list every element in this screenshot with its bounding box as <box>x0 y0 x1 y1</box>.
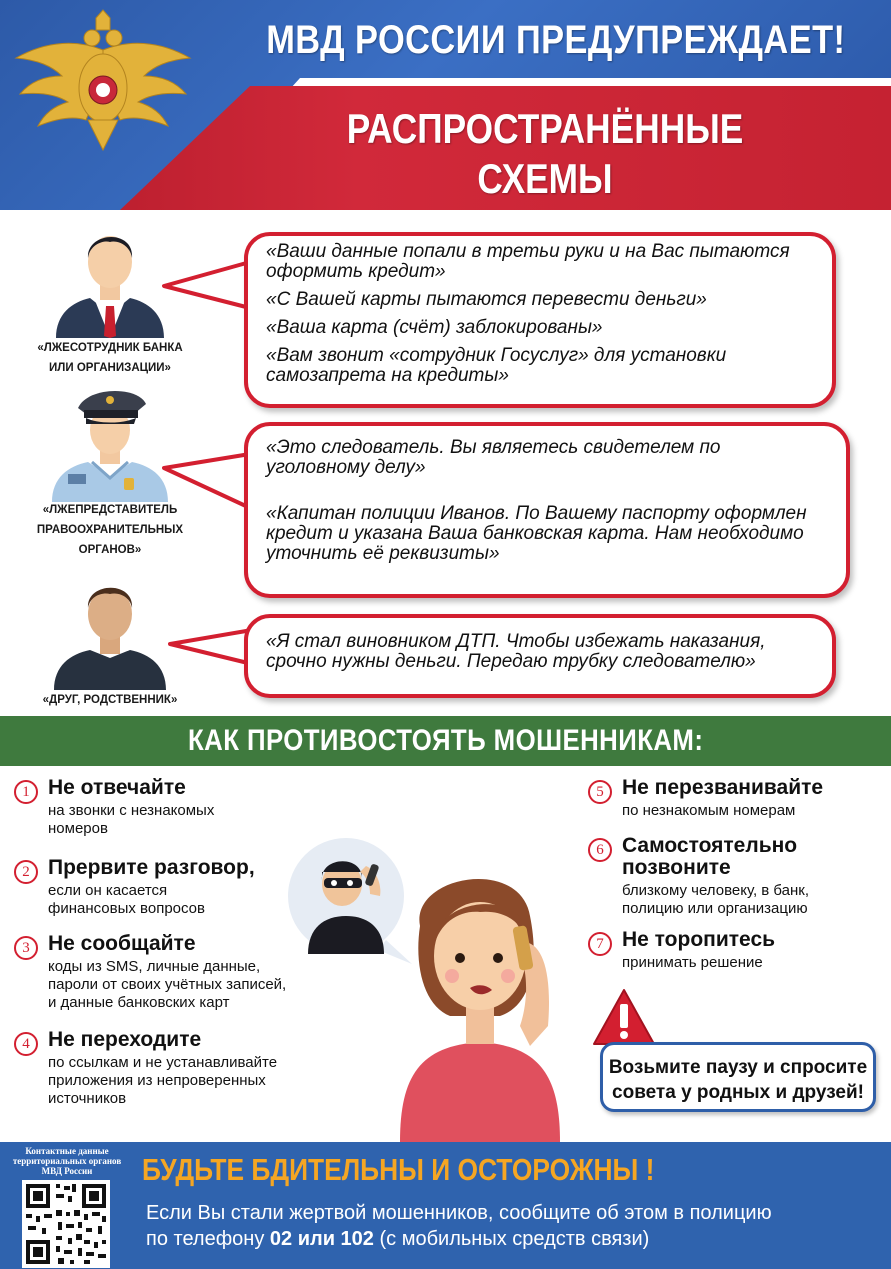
speech-bubble-friend <box>244 614 836 698</box>
tip-title: Не отвечайте <box>48 776 186 799</box>
tip-text: близкому человеку, в банк, полицию или организацию <box>622 882 810 917</box>
warning-text: Возьмите паузу и спросите совета у родных и друзей! <box>608 1057 868 1103</box>
footer-title: БУДЬТЕ БДИТЕЛЬНЫ И ОСТОРОЖНЫ ! <box>142 1152 655 1187</box>
friend-relative-label: «ДРУГ, РОДСТВЕННИК» <box>42 694 178 706</box>
tip-text: по незнакомым номерам <box>622 802 796 819</box>
header-banner <box>0 0 891 210</box>
tip-title: Не переходите <box>48 1028 202 1051</box>
tip-number: 7 <box>588 932 612 956</box>
tip-title: Не сообщайте <box>48 932 196 955</box>
tip-title: Самостоятельно <box>622 834 798 857</box>
tip-title-2: позвоните <box>622 856 731 879</box>
fraud-schemes-section <box>0 210 891 715</box>
police-officer-icon <box>48 378 172 502</box>
subtitle-line-1: РАСПРОСТРАНЁННЫЕ СХЕМЫ <box>346 105 744 202</box>
footer-banner <box>0 1142 891 1269</box>
bank-employee-label: «ЛЖЕСОТРУДНИК БАНКА ИЛИ ОРГАНИЗАЦИИ» <box>37 342 183 374</box>
tip-number: 3 <box>14 936 38 960</box>
contacts-caption: Контактные данные территориальных органов МВД России <box>12 1146 122 1176</box>
quote: «С Вашей карты пытаются перевести деньги» <box>266 289 707 310</box>
quote: «Капитан полиции Иванов. По Вашему паспорту оформлен кредит и указана Ваша банковская карта. Нам необходимо уточнить её реквизиты» <box>266 503 807 564</box>
tip-number: 6 <box>588 838 612 862</box>
woman-on-phone-illustration-icon <box>380 846 580 1142</box>
quote: «Это следователь. Вы являетесь свидетелем по уголовному делу» <box>266 437 721 478</box>
footer-text: Если Вы стали жертвой мошенников, сообщите об этом в полицию по телефону 02 или 102 (с мобильных средств связи) <box>146 1202 772 1250</box>
page-title: МВД РОССИИ ПРЕДУПРЕЖДАЕТ! <box>266 18 846 62</box>
tip-7 <box>588 928 888 978</box>
speech-bubble-police <box>244 422 850 598</box>
tip-5 <box>588 776 888 826</box>
tip-6 <box>588 834 888 920</box>
tip-1 <box>14 776 314 846</box>
quote: «Вам звонит «сотрудник Госуслуг» для установки самозапрета на кредиты» <box>266 345 727 386</box>
qr-code-icon[interactable] <box>22 1180 110 1268</box>
tip-2 <box>14 856 314 922</box>
tip-title: Не перезванивайте <box>622 776 824 799</box>
warning-box <box>600 1042 876 1112</box>
quote: «Я стал виновником ДТП. Чтобы избежать наказания, срочно нужны деньги. Передаю трубку следователю» <box>266 631 766 672</box>
tip-number: 1 <box>14 780 38 804</box>
tip-number: 5 <box>588 780 612 804</box>
tip-text: на звонки с незнакомых номеров <box>48 802 215 837</box>
police-phone-number: 02 или 102 <box>269 1228 374 1250</box>
quote: «Ваши данные попали в третьи руки и на Вас пытаются оформить кредит» <box>266 241 790 282</box>
warning-triangle-icon <box>592 988 656 1046</box>
tip-text: коды из SMS, личные данные, пароли от своих учётных записей, и данные банковских карт <box>48 958 287 1011</box>
tip-number: 2 <box>14 860 38 884</box>
warning-callout <box>592 988 878 1116</box>
police-impostor-label: «ЛЖЕПРЕДСТАВИТЕЛЬ ПРАВООХРАНИТЕЛЬНЫХ ОРГАНОВ» <box>36 504 184 556</box>
speech-bubble-bank <box>244 232 836 408</box>
friend-relative-icon <box>50 566 170 690</box>
section-title: КАК ПРОТИВОСТОЯТЬ МОШЕННИКАМ: <box>187 724 704 757</box>
tip-4 <box>14 1028 354 1114</box>
tip-text: если он касается финансовых вопросов <box>48 882 205 917</box>
tip-text: принимать решение <box>622 954 763 971</box>
tip-text: по ссылкам и не устанавливайте приложения из непроверенных источников <box>48 1054 278 1107</box>
bank-employee-icon <box>50 218 170 338</box>
mvd-emblem-icon <box>8 10 198 160</box>
section-title-bar <box>0 716 891 766</box>
tip-title: Прервите разговор, <box>48 856 255 879</box>
quote: «Ваша карта (счёт) заблокированы» <box>266 317 603 338</box>
tip-title: Не торопитесь <box>622 928 776 951</box>
tip-number: 4 <box>14 1032 38 1056</box>
